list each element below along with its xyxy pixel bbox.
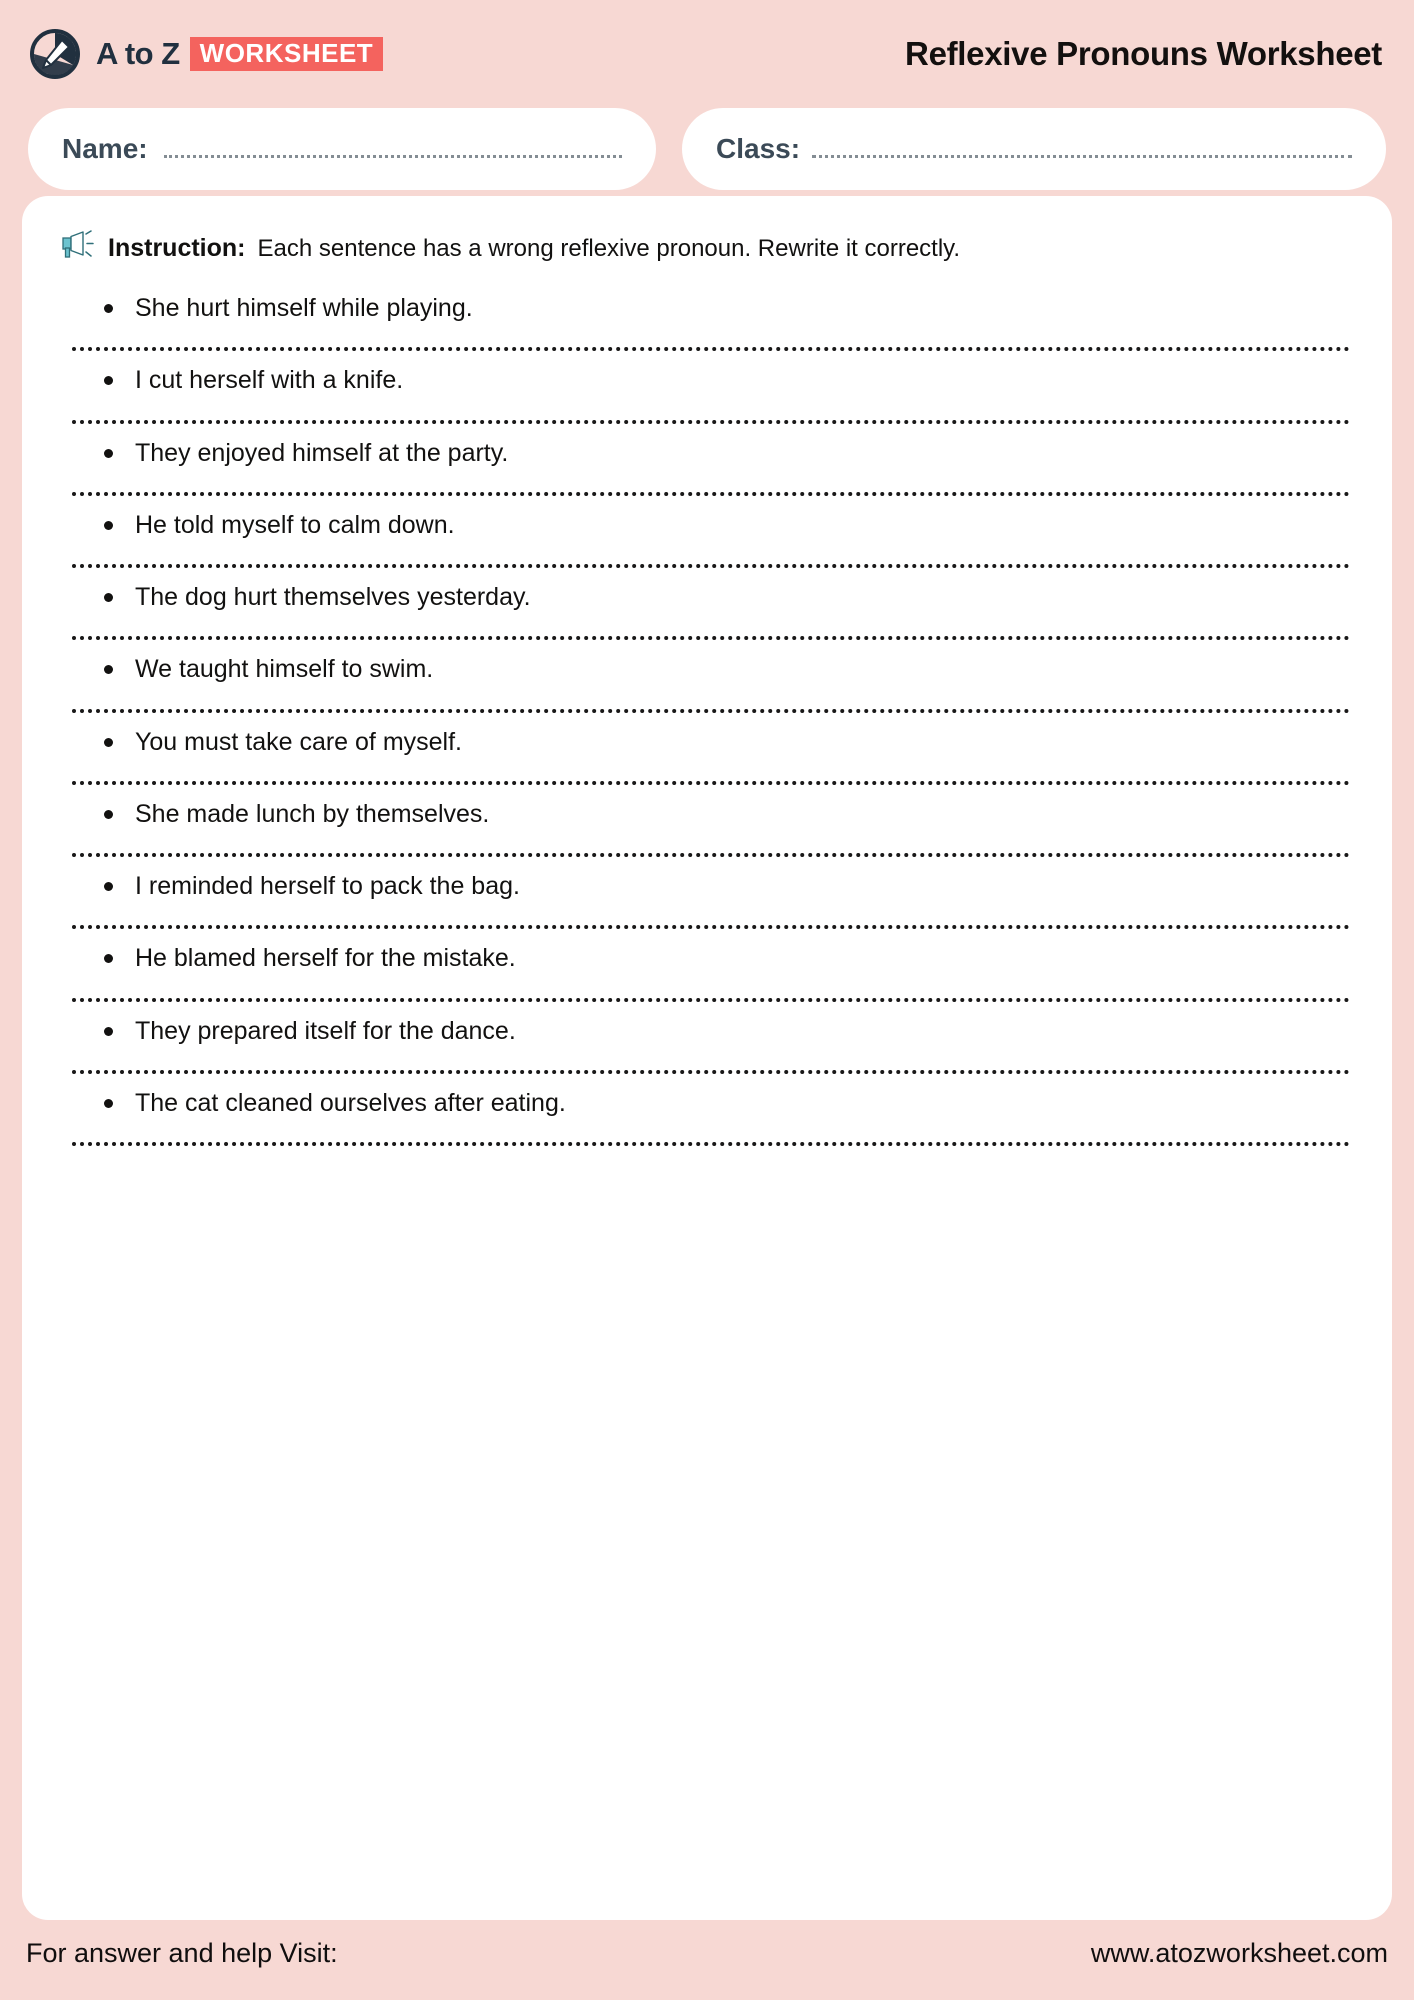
question-sentence: I cut herself with a knife. [135, 366, 404, 395]
answer-line[interactable] [72, 1142, 1350, 1146]
question-sentence: I reminded herself to pack the bag. [135, 872, 520, 900]
student-info-row [0, 108, 1414, 190]
bullet-icon [104, 449, 113, 458]
footer-website-link[interactable]: www.atozworksheet.com [1090, 1937, 1388, 1968]
class-field[interactable] [682, 108, 1386, 190]
question-sentence: He blamed herself for the mistake. [135, 944, 516, 973]
pen-in-circle-icon [28, 27, 82, 81]
list-item [104, 785, 1350, 857]
bullet-icon [104, 665, 113, 674]
list-item [104, 713, 1350, 785]
question-row [104, 929, 1350, 974]
list-item [104, 1074, 1350, 1146]
bullet-icon [104, 1027, 113, 1036]
brand-wordmark [96, 36, 383, 72]
name-label: Name: [62, 133, 148, 164]
brand-logo [28, 27, 383, 81]
bullet-icon [104, 738, 113, 747]
list-item [104, 568, 1350, 640]
list-item [104, 424, 1350, 496]
question-row [104, 496, 1350, 541]
question-sentence: She hurt himself while playing. [135, 294, 473, 322]
bullet-icon [104, 954, 113, 963]
list-item [104, 929, 1350, 1001]
question-sentence: She made lunch by themselves. [135, 799, 490, 828]
question-sentence: The cat cleaned ourselves after eating. [135, 1088, 566, 1117]
question-row [104, 351, 1350, 396]
question-list [62, 279, 1350, 1146]
brand-name-primary: A to Z [96, 36, 180, 71]
question-sentence: He told myself to calm down. [135, 510, 455, 539]
name-input-line[interactable] [164, 155, 622, 158]
instruction-text: Each sentence has a wrong reflexive pronoun. Rewrite it correctly. [257, 235, 961, 262]
instruction-label: Instruction: [108, 234, 246, 262]
question-sentence: They prepared itself for the dance. [135, 1016, 516, 1045]
worksheet-card [22, 196, 1392, 1920]
question-row [104, 279, 1350, 324]
list-item [104, 279, 1350, 351]
bullet-icon [104, 521, 113, 530]
bullet-icon [104, 376, 113, 385]
footer-help-text: For answer and help Visit: [26, 1937, 338, 1968]
question-row [104, 1002, 1350, 1047]
class-label: Class: [716, 133, 801, 164]
question-sentence: You must take care of myself. [135, 727, 463, 756]
question-row [104, 640, 1350, 685]
page-header [0, 0, 1414, 108]
bullet-icon [104, 810, 113, 819]
bullet-icon [104, 593, 113, 602]
list-item [104, 1002, 1350, 1074]
class-input-line[interactable] [812, 155, 1352, 158]
question-row [104, 857, 1350, 902]
question-row [104, 713, 1350, 758]
question-sentence: They enjoyed himself at the party. [135, 438, 509, 467]
bullet-icon [104, 1099, 113, 1108]
page-title: Reflexive Pronouns Worksheet [905, 35, 1382, 72]
instruction-row [62, 226, 1350, 263]
page-footer [0, 1920, 1414, 2000]
list-item [104, 351, 1350, 423]
megaphone-icon [62, 230, 96, 260]
list-item [104, 496, 1350, 568]
bullet-icon [104, 304, 113, 313]
name-field[interactable] [28, 108, 656, 190]
question-sentence: We taught himself to swim. [135, 655, 434, 684]
bullet-icon [104, 882, 113, 891]
question-row [104, 424, 1350, 469]
list-item [104, 857, 1350, 929]
question-row [104, 1074, 1350, 1119]
list-item [104, 640, 1350, 712]
question-sentence: The dog hurt themselves yesterday. [135, 583, 531, 611]
question-row [104, 568, 1350, 613]
brand-name-badge: WORKSHEET [190, 37, 384, 71]
question-row [104, 785, 1350, 830]
